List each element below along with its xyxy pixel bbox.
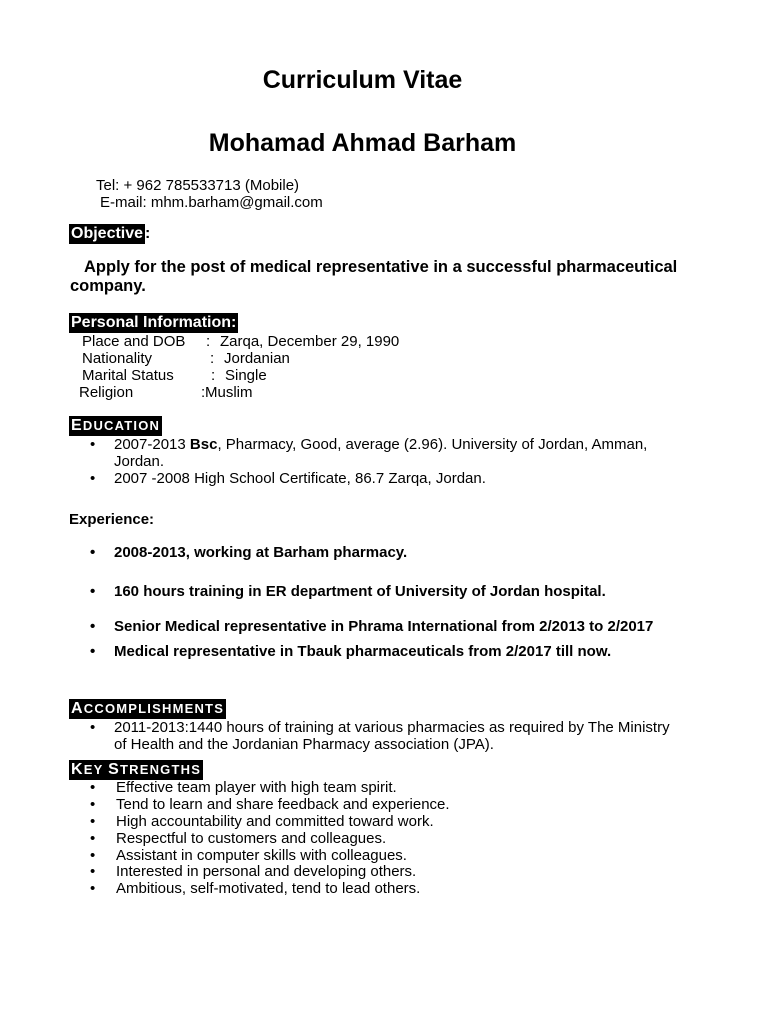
personal-value: Jordanian <box>224 350 290 367</box>
bullet-icon: • <box>90 436 96 453</box>
experience-heading: Experience: <box>69 511 155 528</box>
education-item-line2: Jordan. <box>114 453 165 470</box>
bullet-icon: • <box>90 544 96 561</box>
personal-row-religion <box>79 384 253 401</box>
bullet-icon: • <box>90 618 96 635</box>
bullet-icon: • <box>90 719 96 736</box>
email-address: E-mail: mhm.barham@gmail.com <box>100 194 323 211</box>
personal-info-heading: Personal Information: <box>71 314 237 331</box>
accomplishments-heading: ACCOMPLISHMENTS <box>71 700 225 717</box>
personal-row-nationality <box>82 350 290 367</box>
strengths-heading-wrap <box>69 760 203 780</box>
personal-value: Muslim <box>205 384 253 401</box>
key-strengths-heading: KEY STRENGTHS <box>71 761 202 778</box>
bullet-icon: • <box>90 863 96 880</box>
objective-heading: Objective <box>71 225 144 242</box>
personal-value: Single <box>225 367 267 384</box>
bullet-icon: • <box>90 796 96 813</box>
bullet-icon: • <box>90 470 96 487</box>
bullet-icon: • <box>90 847 96 864</box>
bullet-icon: • <box>90 779 96 796</box>
personal-row-marital <box>82 367 267 384</box>
objective-text-line2: company. <box>70 277 146 295</box>
personal-sep: : <box>206 333 211 350</box>
bullet-icon: • <box>90 583 96 600</box>
bullet-icon: • <box>90 813 96 830</box>
education-heading: EDUCATION <box>71 417 161 434</box>
personal-label: Nationality <box>82 350 153 367</box>
accomplishment-item-line2: of Health and the Jordanian Pharmacy association (JPA). <box>114 736 494 753</box>
education-heading-wrap <box>69 416 162 436</box>
objective-heading-wrap <box>69 224 150 244</box>
personal-value: Zarqa, December 29, 1990 <box>220 333 400 350</box>
personal-label: Place and DOB <box>82 333 186 350</box>
phone-number: Tel: + 962 785533713 (Mobile) <box>96 177 300 194</box>
personal-heading-wrap <box>69 313 238 333</box>
personal-row-dob <box>82 333 400 350</box>
personal-label: Marital Status <box>82 367 174 384</box>
document-title: Curriculum Vitae <box>262 66 463 94</box>
bullet-icon: • <box>90 830 96 847</box>
personal-sep: : <box>201 384 206 401</box>
personal-label: Religion <box>79 384 134 401</box>
candidate-name: Mohamad Ahmad Barham <box>208 129 517 157</box>
bullet-icon: • <box>90 880 96 897</box>
bullet-icon: • <box>90 643 96 660</box>
accomplishments-heading-wrap <box>69 699 226 719</box>
personal-sep: : <box>211 367 216 384</box>
objective-text-line1: Apply for the post of medical representative in a successful pharmaceutical <box>84 258 678 276</box>
personal-sep: : <box>210 350 215 367</box>
objective-colon: : <box>145 225 151 242</box>
